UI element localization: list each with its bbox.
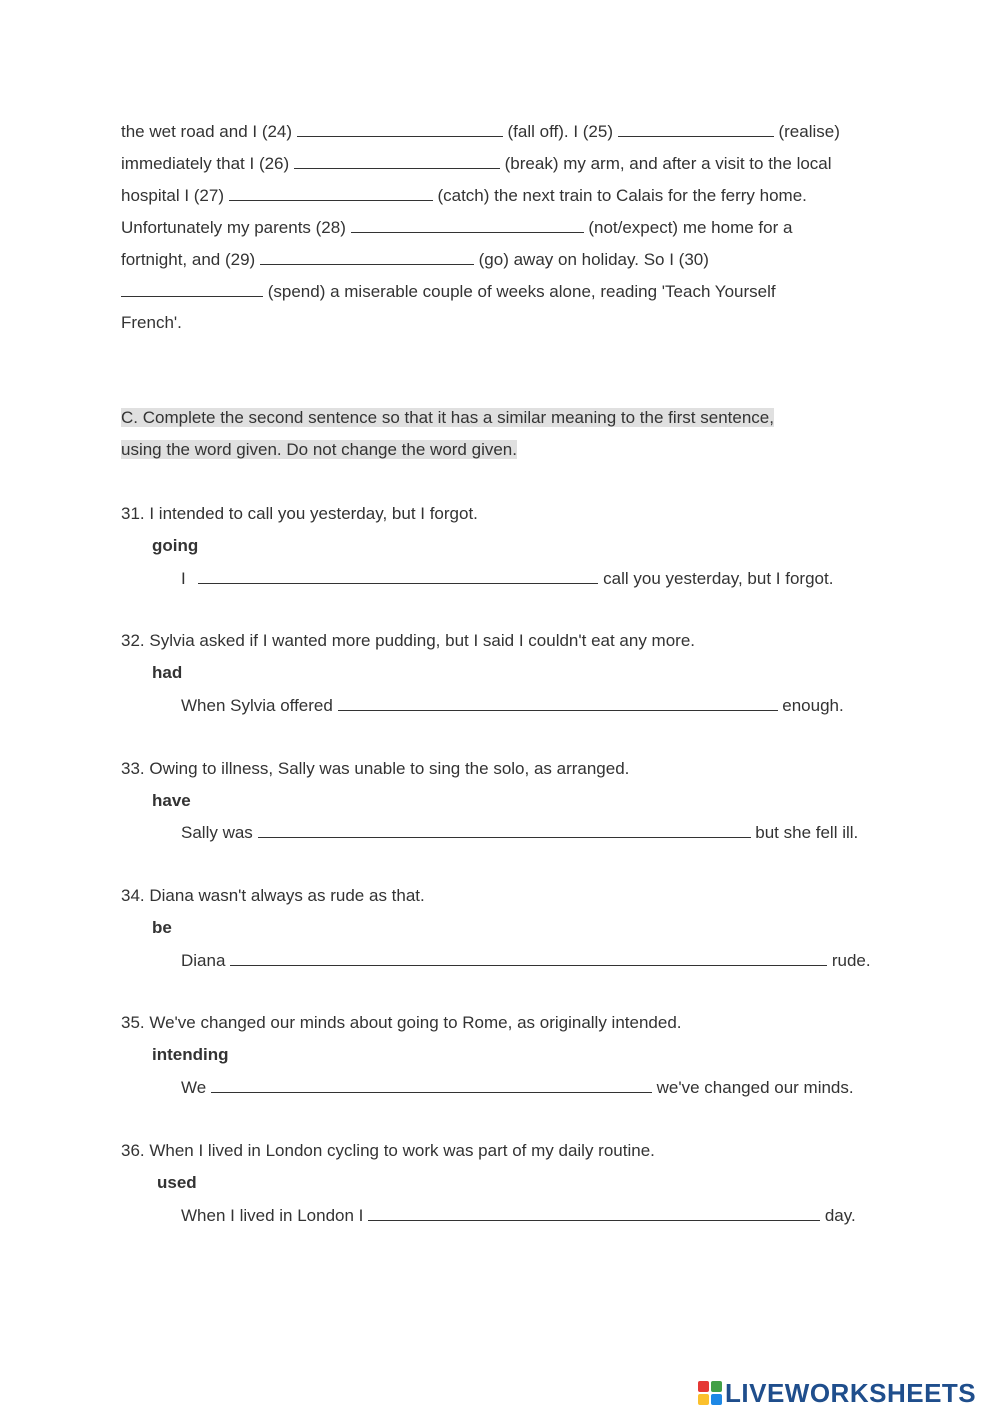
logo-block — [711, 1381, 722, 1392]
passage-line-7: French'. — [121, 313, 182, 332]
question-35-keyword: intending — [152, 1045, 229, 1064]
question-32-prompt: 32. Sylvia asked if I wanted more pudding, but I said I couldn't eat any more. — [121, 631, 696, 650]
section-c-instructions: C. Complete the second sentence so that it has a similar meaning to the first sentence, — [121, 408, 774, 427]
question-33-prompt: 33. Owing to illness, Sally was unable to sing the solo, as arranged. — [121, 759, 630, 778]
answer-blank-30[interactable] — [121, 281, 263, 297]
passage-line-2 — [121, 153, 832, 174]
question-32-answer: When Sylvia offered enough. — [181, 696, 844, 715]
answer-blank-34[interactable] — [230, 950, 827, 966]
passage-line-1 — [121, 121, 840, 142]
logo-blocks-icon — [698, 1381, 722, 1405]
answer-blank-26[interactable] — [294, 153, 500, 169]
logo-block — [698, 1394, 709, 1405]
answer-blank-36[interactable] — [368, 1205, 820, 1221]
passage-text: (catch) the next train to Calais for the ferry home. — [432, 186, 807, 205]
question-31-keyword: going — [152, 536, 199, 555]
question-31-answer: I call you yesterday, but I forgot. — [181, 569, 834, 588]
question-34-answer: Diana rude. — [181, 951, 871, 970]
passage-text: (fall off). I (25) — [502, 122, 618, 141]
answer-blank-25[interactable] — [618, 121, 774, 137]
passage-text: hospital I (27) — [121, 186, 229, 205]
question-34-keyword: be — [152, 918, 172, 937]
passage-line-5 — [121, 249, 709, 270]
question-36-answer: When I lived in London I day. — [181, 1206, 856, 1225]
question-33-answer: Sally was but she fell ill. — [181, 823, 859, 842]
question-36-keyword: used — [157, 1173, 197, 1192]
section-c-instructions-cont: using the word given. Do not change the word given. — [121, 440, 517, 459]
answer-blank-32[interactable] — [338, 695, 778, 711]
answer-blank-29[interactable] — [260, 249, 474, 265]
answer-blank-28[interactable] — [351, 217, 584, 233]
logo-text: LIVEWORKSHEETS — [725, 1377, 977, 1408]
answer-blank-35[interactable] — [211, 1077, 652, 1093]
logo-block — [698, 1381, 709, 1392]
liveworksheets-logo[interactable] — [698, 1378, 976, 1408]
question-34-prompt: 34. Diana wasn't always as rude as that. — [121, 886, 425, 905]
question-31-prompt: 31. I intended to call you yesterday, but I forgot. — [121, 504, 478, 523]
passage-text: (break) my arm, and after a visit to the local — [499, 154, 832, 173]
passage-text: (spend) a miserable couple of weeks alone, reading 'Teach Yourself — [263, 282, 776, 301]
passage-text: Unfortunately my parents (28) — [121, 218, 351, 237]
question-32-keyword: had — [152, 663, 183, 682]
answer-blank-24[interactable] — [297, 121, 503, 137]
question-35-answer: We we've changed our minds. — [181, 1078, 854, 1097]
passage-text: (go) away on holiday. So I (30) — [473, 250, 709, 269]
passage-text: (not/expect) me home for a — [583, 218, 793, 237]
passage-text: (realise) — [773, 122, 840, 141]
passage-text: fortnight, and (29) — [121, 250, 260, 269]
question-33-keyword: have — [152, 791, 191, 810]
question-35-prompt: 35. We've changed our minds about going to Rome, as originally intended. — [121, 1013, 682, 1032]
answer-blank-33[interactable] — [258, 822, 751, 838]
question-36-prompt: 36. When I lived in London cycling to work was part of my daily routine. — [121, 1141, 655, 1160]
passage-text: immediately that I (26) — [121, 154, 294, 173]
logo-block — [711, 1394, 722, 1405]
passage-line-3 — [121, 185, 807, 206]
answer-blank-27[interactable] — [229, 185, 433, 201]
passage-line-6 — [121, 281, 776, 302]
passage-text: the wet road and I (24) — [121, 122, 297, 141]
passage-line-4 — [121, 217, 792, 238]
answer-blank-31[interactable] — [198, 568, 598, 584]
